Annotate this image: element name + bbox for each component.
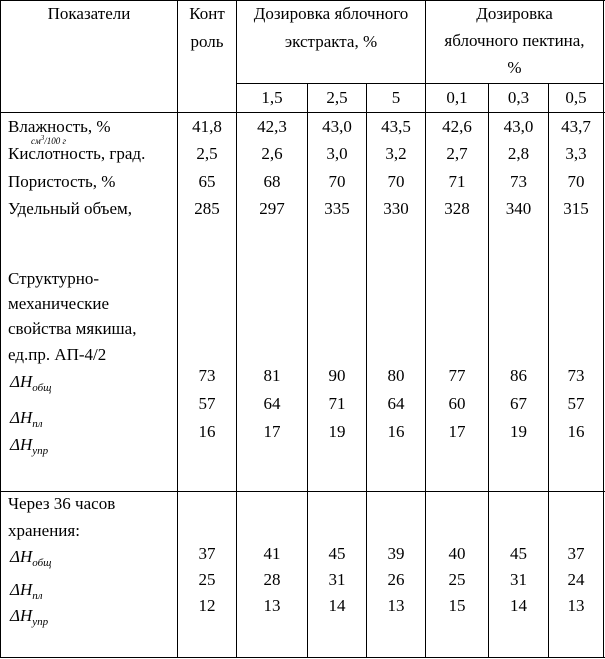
value-acidity-4: 3,2 (385, 144, 407, 163)
value-delta-elastic-6: 19 (510, 422, 527, 441)
header-pectin-line3: % (507, 58, 522, 77)
label-specific-volume: Удельный объем, (8, 199, 133, 218)
label-porosity: Пористость, % (8, 172, 116, 191)
value-moisture-6: 43,0 (503, 117, 534, 136)
value-delta-total-3: 90 (328, 366, 346, 385)
label-storage-delta-elastic: $\Delta H_{упр}$ (10, 606, 49, 628)
value-delta-total-5: 77 (448, 366, 466, 385)
value-delta-elastic-2: 17 (263, 422, 281, 441)
label-structural-line1: Структурно- (8, 269, 100, 288)
header-extract-line1: Дозировка яблочного (253, 4, 409, 23)
value-moisture-1: 41,8 (192, 117, 222, 136)
value-delta-elastic-5: 17 (448, 422, 466, 441)
value-storage-delta-total-5: 40 (448, 544, 466, 563)
header-pectin-line1: Дозировка (476, 4, 553, 23)
value-specific-volume-6: 340 (505, 199, 532, 218)
value-moisture-2: 42,3 (257, 117, 287, 136)
value-delta-elastic-4: 16 (387, 422, 405, 441)
value-delta-plastic-6: 67 (510, 394, 527, 413)
value-acidity-5: 2,7 (446, 144, 468, 163)
value-delta-plastic-5: 60 (448, 394, 466, 413)
value-moisture-3: 43,0 (322, 117, 352, 136)
value-delta-total-2: 81 (263, 366, 281, 385)
label-specific-volume-unit: $см^3/100$ г (31, 134, 67, 146)
table-border-left (0, 0, 1, 658)
header-control-line1: Конт (189, 4, 225, 23)
value-storage-delta-elastic-6: 14 (510, 596, 527, 615)
label-structural-line2: механические (8, 294, 110, 313)
label-delta-total: $\Delta H_{общ}$ (10, 372, 52, 394)
dose-extract-3: 5 (391, 88, 401, 107)
value-storage-delta-plastic-4: 26 (387, 570, 405, 589)
header-pectin-line2: яблочного пектина, (444, 31, 585, 50)
value-moisture-5: 42,6 (442, 117, 472, 136)
value-storage-delta-total-7: 37 (567, 544, 585, 563)
label-delta-elastic: $\Delta H_{упр}$ (10, 435, 49, 457)
value-acidity-2: 2,6 (261, 144, 283, 163)
value-porosity-6: 73 (510, 172, 527, 191)
value-delta-plastic-7: 57 (567, 394, 585, 413)
label-storage-delta-plastic: $\Delta H_{пл}$ (10, 580, 43, 602)
value-storage-delta-plastic-7: 24 (567, 570, 585, 589)
table-border-right (603, 0, 604, 658)
dose-pectin-1: 0,1 (446, 88, 468, 107)
header-indicators: Показатели (47, 4, 131, 23)
value-storage-delta-plastic-2: 28 (263, 570, 281, 589)
value-acidity-7: 3,3 (565, 144, 587, 163)
value-storage-delta-elastic-7: 13 (567, 596, 585, 615)
dose-pectin-2: 0,3 (507, 88, 530, 107)
value-porosity-5: 71 (448, 172, 466, 191)
value-specific-volume-5: 328 (444, 199, 470, 218)
value-storage-delta-elastic-3: 14 (328, 596, 346, 615)
value-moisture-7: 43,7 (561, 117, 591, 136)
dose-pectin-3: 0,5 (565, 88, 587, 107)
value-storage-delta-total-6: 45 (510, 544, 527, 563)
value-storage-delta-total-4: 39 (387, 544, 405, 563)
value-specific-volume-7: 315 (563, 199, 589, 218)
value-delta-total-6: 86 (510, 366, 527, 385)
value-acidity-1: 2,5 (196, 144, 218, 163)
value-delta-elastic-3: 19 (328, 422, 346, 441)
label-structural-line4: ед.пр. АП-4/2 (8, 345, 107, 364)
value-storage-delta-total-1: 37 (198, 544, 216, 563)
value-storage-delta-plastic-6: 31 (510, 570, 527, 589)
value-storage-delta-plastic-1: 25 (198, 570, 216, 589)
value-delta-elastic-7: 16 (567, 422, 585, 441)
value-porosity-4: 70 (387, 172, 405, 191)
value-storage-delta-elastic-1: 12 (198, 596, 216, 615)
value-delta-total-7: 73 (567, 366, 585, 385)
value-specific-volume-4: 330 (383, 199, 409, 218)
value-delta-plastic-3: 71 (328, 394, 346, 413)
value-storage-delta-elastic-4: 13 (387, 596, 405, 615)
value-acidity-6: 2,8 (507, 144, 530, 163)
label-delta-plastic: $\Delta H_{пл}$ (10, 408, 43, 430)
value-specific-volume-1: 285 (194, 199, 220, 218)
value-storage-delta-elastic-5: 15 (448, 596, 466, 615)
value-storage-delta-elastic-2: 13 (263, 596, 281, 615)
value-specific-volume-2: 297 (259, 199, 285, 218)
table-border-bottom (0, 657, 605, 658)
dose-extract-1: 1,5 (261, 88, 283, 107)
value-acidity-3: 3,0 (326, 144, 348, 163)
label-acidity: Кислотность, град. (8, 144, 146, 163)
value-storage-delta-total-3: 45 (328, 544, 346, 563)
value-storage-delta-plastic-3: 31 (328, 570, 346, 589)
value-delta-elastic-1: 16 (198, 422, 216, 441)
value-delta-plastic-4: 64 (387, 394, 405, 413)
value-delta-total-4: 80 (387, 366, 405, 385)
value-moisture-4: 43,5 (381, 117, 411, 136)
value-storage-delta-plastic-5: 25 (448, 570, 466, 589)
value-porosity-3: 70 (328, 172, 346, 191)
value-porosity-1: 65 (198, 172, 216, 191)
label-storage-delta-total: $\Delta H_{общ}$ (10, 547, 52, 569)
label-storage-line1: Через 36 часов (8, 494, 116, 513)
label-structural-line3: свойства мякиша, (8, 319, 137, 338)
value-porosity-2: 68 (263, 172, 281, 191)
value-storage-delta-total-2: 41 (263, 544, 281, 563)
dose-extract-2: 2,5 (326, 88, 348, 107)
label-storage-line2: хранения: (8, 521, 80, 540)
value-specific-volume-3: 335 (324, 199, 350, 218)
value-delta-total-1: 73 (198, 366, 216, 385)
label-moisture: Влажность, % (8, 117, 111, 136)
header-control-line2: роль (190, 32, 224, 51)
value-delta-plastic-2: 64 (263, 394, 281, 413)
value-porosity-7: 70 (567, 172, 585, 191)
header-extract-line2: экстракта, % (284, 32, 378, 51)
value-delta-plastic-1: 57 (198, 394, 216, 413)
